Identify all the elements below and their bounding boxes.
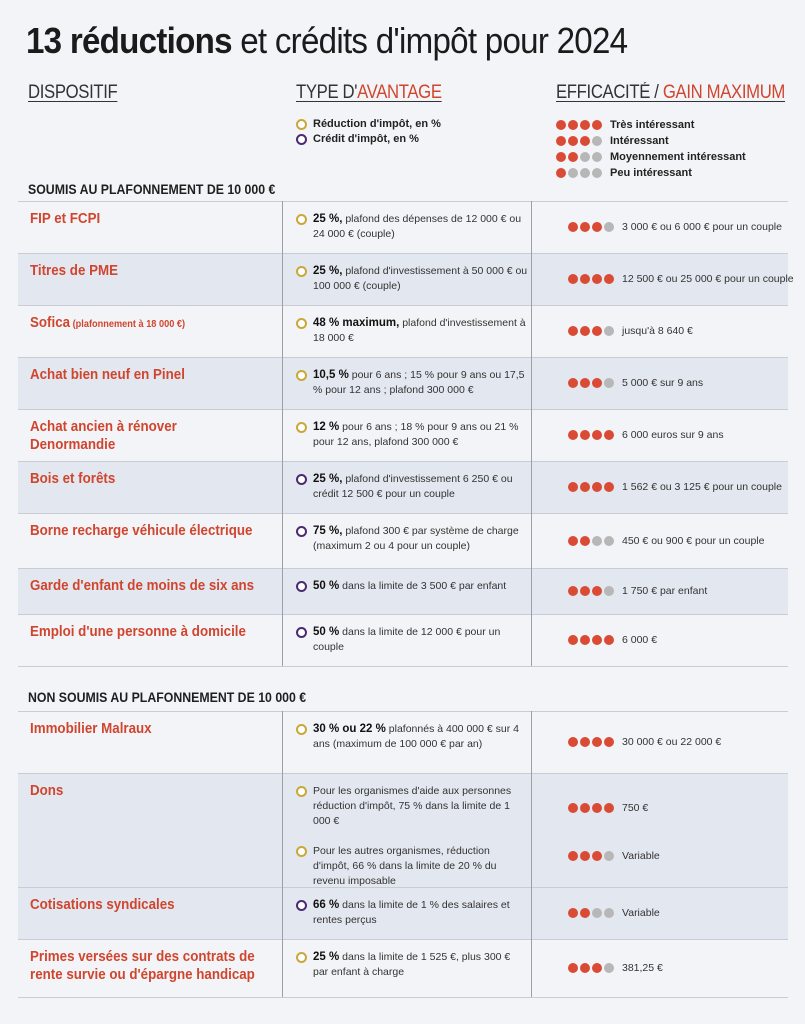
- reduction-bullet-icon: [296, 370, 307, 381]
- rating-dot-filled-icon: [580, 120, 590, 130]
- rating-dot-filled-icon: [580, 851, 590, 861]
- row2-type-text: [313, 844, 528, 889]
- rating-dot-filled-icon: [604, 274, 614, 284]
- row1-row: [18, 357, 788, 410]
- rating-dot-empty-icon: [568, 168, 578, 178]
- rating-dot-empty-icon: [604, 908, 614, 918]
- rating-dot-filled-icon: [580, 326, 590, 336]
- row1-row: [18, 461, 788, 514]
- rating-dot-filled-icon: [604, 635, 614, 645]
- rating-dots: [556, 120, 602, 130]
- row2-type-rate: 66 %: [313, 899, 340, 911]
- row1-gain-text: 1 750 € par enfant: [622, 585, 708, 597]
- rating-dot-empty-icon: [592, 152, 602, 162]
- rating-dot-filled-icon: [568, 963, 578, 973]
- row1-type-rate: 48 % maximum,: [313, 317, 400, 329]
- rating-dots: [568, 536, 614, 546]
- rating-dot-filled-icon: [592, 378, 602, 388]
- row1-name: [30, 470, 262, 488]
- row2-type: [296, 950, 528, 980]
- row1-gain-text: 12 500 € ou 25 000 € pour un couple: [622, 273, 794, 285]
- row2-gain: [568, 907, 788, 919]
- row1-type-detail: pour 6 ans ; 15 % pour 9 ans ou 17,5 % pour 12 ans ; plafond 300 000 €: [313, 369, 525, 396]
- row1-gain: [568, 273, 794, 285]
- rating-dot-filled-icon: [592, 803, 602, 813]
- row2-type-text: [313, 898, 528, 928]
- rating-dot-filled-icon: [568, 152, 578, 162]
- rating-dot-filled-icon: [580, 635, 590, 645]
- row1-row: [18, 513, 788, 569]
- rating-dots: [568, 274, 614, 284]
- row1-row: [18, 201, 788, 254]
- row2-name: [30, 896, 262, 914]
- row2-type-detail: dans la limite de 1 525 €, plus 300 € par enfant à charge: [313, 951, 511, 978]
- row2-type: [296, 844, 528, 889]
- row2-name-text: Dons: [30, 783, 64, 799]
- row1-gain-text: 1 562 € ou 3 125 € pour un couple: [622, 481, 782, 493]
- reduction-bullet-icon: [296, 214, 307, 225]
- row1-type-detail: dans la limite de 12 000 € pour un couple: [313, 626, 501, 653]
- row1-type-detail: plafond d'investissement à 50 000 € ou 100 000 € (couple): [313, 265, 528, 292]
- row1-row: [18, 409, 788, 462]
- row1-name: [30, 577, 262, 595]
- row1-type-text: [313, 524, 528, 554]
- column-header-eff-prefix: EFFICACITÉ /: [556, 82, 663, 103]
- rating-dot-filled-icon: [592, 326, 602, 336]
- reduction-bullet-icon: [296, 266, 307, 277]
- row1-type-detail: plafond d'investissement 6 250 € ou crédit 12 500 € pour un couple: [313, 473, 513, 500]
- row2-gain-text: 750 €: [622, 802, 649, 814]
- reduction-bullet-icon: [296, 724, 307, 735]
- rating-dot-filled-icon: [568, 908, 578, 918]
- row1-name: [30, 418, 262, 454]
- rating-dots: [568, 908, 614, 918]
- reduction-bullet-icon: [296, 422, 307, 433]
- rating-dot-filled-icon: [580, 536, 590, 546]
- type-legend-label: Réduction d'impôt, en %: [313, 118, 441, 130]
- column-header-type-prefix: TYPE D': [296, 82, 358, 103]
- row1-row: [18, 568, 788, 615]
- row2-gain: [568, 736, 788, 748]
- column-header-type-highlight: AVANTAGE: [357, 82, 442, 103]
- rating-dot-filled-icon: [568, 635, 578, 645]
- row1-name-text: Achat ancien à rénover Denormandie: [30, 419, 177, 453]
- rating-dot-filled-icon: [604, 737, 614, 747]
- row1-type: [296, 316, 528, 346]
- row1-gain: [568, 221, 788, 233]
- column-header-type: [296, 82, 442, 104]
- row2-type-detail: Pour les organismes d'aide aux personnes réduction d'impôt, 75 % dans la limite de 1 000 €: [313, 785, 512, 827]
- row2-type-rate: 25 %: [313, 951, 340, 963]
- row1-name: [30, 366, 262, 384]
- rating-dots: [568, 378, 614, 388]
- type-legend: [296, 117, 441, 147]
- rating-dot-filled-icon: [580, 586, 590, 596]
- row1-row: [18, 305, 788, 358]
- rating-dot-filled-icon: [592, 635, 602, 645]
- row1-gain-text: 6 000 €: [622, 634, 658, 646]
- rating-dot-filled-icon: [568, 430, 578, 440]
- row1-gain: [568, 585, 788, 597]
- rating-dot-empty-icon: [592, 536, 602, 546]
- row1-type-rate: 50 %: [313, 580, 340, 592]
- row2-name-text: Immobilier Malraux: [30, 721, 152, 737]
- rating-dots: [568, 326, 614, 336]
- rating-dots: [568, 851, 614, 861]
- row1-row: [18, 253, 794, 306]
- type-legend-item: [296, 132, 441, 147]
- row1-type-rate: 25 %,: [313, 265, 343, 277]
- rating-dots: [568, 430, 614, 440]
- row1-type-text: [313, 420, 528, 450]
- row2-row: [18, 773, 788, 888]
- row1-type-detail: plafond d'investissement à 18 000 €: [313, 317, 526, 344]
- rating-dot-filled-icon: [568, 326, 578, 336]
- row1-name-text: Garde d'enfant de moins de six ans: [30, 578, 255, 594]
- row1-name: [30, 522, 262, 540]
- row1-gain: [568, 377, 788, 389]
- row1-name-text: FIP et FCPI: [30, 211, 101, 227]
- row1-gain-text: 6 000 euros sur 9 ans: [622, 429, 724, 441]
- efficacite-legend-item: [556, 117, 746, 133]
- row1-gain: [568, 429, 788, 441]
- row1-type: [296, 212, 528, 242]
- row1-gain: [568, 325, 788, 337]
- reduction-bullet-icon: [296, 318, 307, 329]
- row1-name-note: (plafonnement à 18 000 €): [70, 319, 186, 330]
- rating-dot-filled-icon: [580, 963, 590, 973]
- rating-dots: [556, 136, 602, 146]
- row2-gain-text: 30 000 € ou 22 000 €: [622, 736, 722, 748]
- rating-dot-empty-icon: [604, 378, 614, 388]
- row2-type-rate: 30 % ou 22 %: [313, 723, 386, 735]
- row1-gain-text: 3 000 € ou 6 000 € pour un couple: [622, 221, 782, 233]
- title-rest: et crédits d'impôt pour 2024: [231, 20, 628, 61]
- efficacite-legend-label: Moyennement intéressant: [610, 151, 746, 163]
- rating-dot-filled-icon: [556, 168, 566, 178]
- rating-dot-filled-icon: [580, 378, 590, 388]
- row1-column-separator: [531, 201, 532, 666]
- column-header-dispositif: DISPOSITIF: [28, 82, 118, 103]
- section-heading-soumis: SOUMIS AU PLAFONNEMENT DE 10 000 €: [28, 181, 276, 197]
- row1-row: [18, 614, 788, 667]
- row1-type: [296, 472, 528, 502]
- row1-name-text: Sofica: [30, 315, 71, 331]
- row1-name-text: Bois et forêts: [30, 471, 116, 487]
- row1-type-detail: plafond des dépenses de 12 000 € ou 24 000 € (couple): [313, 213, 522, 240]
- row1-name-text: Achat bien neuf en Pinel: [30, 367, 185, 383]
- row1-type-rate: 10,5 %: [313, 369, 349, 381]
- row1-type-text: [313, 264, 528, 294]
- row1-name-text: Titres de PME: [30, 263, 118, 279]
- reduction-bullet-icon: [296, 119, 307, 130]
- row1-type-text: [313, 368, 528, 398]
- row1-gain-text: 450 € ou 900 € pour un couple: [622, 534, 765, 547]
- row1-gain: [568, 535, 788, 547]
- row2-type-detail: plafonnés à 400 000 € sur 4 ans (maximum de 100 000 € par an): [313, 723, 519, 750]
- rating-dot-filled-icon: [568, 803, 578, 813]
- reduction-bullet-icon: [296, 846, 307, 857]
- rating-dot-filled-icon: [592, 482, 602, 492]
- rating-dot-filled-icon: [556, 136, 566, 146]
- row1-type-rate: 12 %: [313, 421, 340, 433]
- rating-dot-empty-icon: [604, 222, 614, 232]
- rating-dots: [568, 586, 614, 596]
- rating-dot-empty-icon: [604, 536, 614, 546]
- row2-gain-text: Variable: [622, 907, 660, 919]
- row2-type: [296, 722, 528, 752]
- rating-dot-empty-icon: [580, 152, 590, 162]
- section-heading-non-soumis: NON SOUMIS AU PLAFONNEMENT DE 10 000 €: [28, 689, 307, 705]
- row2-type-text: [313, 784, 528, 829]
- row2-gain-text: Variable: [622, 850, 660, 862]
- rating-dots: [556, 152, 602, 162]
- type-legend-item: [296, 117, 441, 132]
- row2-row: [18, 711, 788, 774]
- rating-dot-filled-icon: [568, 586, 578, 596]
- row2-column-separator: [282, 711, 283, 997]
- row1-type-text: [313, 316, 528, 346]
- rating-dot-filled-icon: [568, 378, 578, 388]
- rating-dot-filled-icon: [568, 851, 578, 861]
- rating-dot-filled-icon: [592, 737, 602, 747]
- page-title: [26, 20, 627, 62]
- row1-type-text: [313, 579, 506, 594]
- rating-dot-filled-icon: [556, 120, 566, 130]
- row1-column-separator: [282, 201, 283, 666]
- rating-dot-filled-icon: [592, 274, 602, 284]
- row1-type: [296, 264, 528, 294]
- rating-dot-filled-icon: [568, 136, 578, 146]
- efficacite-legend: [556, 117, 746, 181]
- rating-dots: [568, 482, 614, 492]
- rating-dot-empty-icon: [592, 136, 602, 146]
- rating-dots: [568, 803, 614, 813]
- row1-type: [296, 524, 528, 554]
- credit-bullet-icon: [296, 900, 307, 911]
- credit-bullet-icon: [296, 134, 307, 145]
- row1-type: [296, 420, 528, 450]
- row1-name: [30, 262, 262, 280]
- efficacite-legend-label: Peu intéressant: [610, 167, 692, 179]
- rating-dot-empty-icon: [604, 851, 614, 861]
- rating-dots: [568, 635, 614, 645]
- row1-type-rate: 25 %,: [313, 473, 343, 485]
- rating-dot-empty-icon: [580, 168, 590, 178]
- row1-type-detail: dans la limite de 3 500 € par enfant: [339, 580, 507, 592]
- row1-type-text: [313, 472, 528, 502]
- rating-dot-empty-icon: [604, 326, 614, 336]
- row1-type: [296, 625, 528, 655]
- row1-gain: [568, 634, 788, 646]
- rating-dots: [568, 737, 614, 747]
- row1-gain-text: 5 000 € sur 9 ans: [622, 377, 704, 389]
- rating-dot-filled-icon: [604, 430, 614, 440]
- column-header-eff-highlight: GAIN MAXIMUM: [662, 82, 786, 103]
- rating-dot-filled-icon: [592, 120, 602, 130]
- rating-dot-filled-icon: [592, 222, 602, 232]
- rating-dot-filled-icon: [580, 482, 590, 492]
- row2-name: [30, 782, 262, 800]
- row2-type-text: [313, 950, 528, 980]
- row1-name: [30, 623, 262, 641]
- rating-dot-filled-icon: [592, 963, 602, 973]
- rating-dot-filled-icon: [580, 222, 590, 232]
- row1-gain: [568, 481, 788, 493]
- credit-bullet-icon: [296, 474, 307, 485]
- row1-type-text: [313, 625, 528, 655]
- row1-type: [296, 368, 528, 398]
- row1-type-rate: 25 %,: [313, 213, 343, 225]
- efficacite-legend-item: [556, 133, 746, 149]
- type-legend-label: Crédit d'impôt, en %: [313, 133, 419, 145]
- row2-table-end: [18, 997, 788, 998]
- row1-name-text: Emploi d'une personne à domicile: [30, 624, 246, 640]
- rating-dot-empty-icon: [604, 586, 614, 596]
- row1-type-text: [313, 212, 528, 242]
- row1-table-end: [18, 666, 788, 667]
- rating-dot-filled-icon: [568, 737, 578, 747]
- row2-gain: [568, 802, 788, 814]
- rating-dot-filled-icon: [580, 803, 590, 813]
- row2-type: [296, 898, 528, 928]
- rating-dot-empty-icon: [592, 908, 602, 918]
- rating-dot-filled-icon: [580, 136, 590, 146]
- row1-name: [30, 314, 262, 334]
- row2-gain: [568, 850, 788, 862]
- rating-dots: [568, 963, 614, 973]
- rating-dot-filled-icon: [580, 908, 590, 918]
- row1-type-detail: pour 6 ans ; 18 % pour 9 ans ou 21 % pour 12 ans, plafond 300 000 €: [313, 421, 519, 448]
- reduction-bullet-icon: [296, 952, 307, 963]
- credit-bullet-icon: [296, 581, 307, 592]
- rating-dot-filled-icon: [592, 851, 602, 861]
- row2-name: [30, 948, 262, 984]
- rating-dot-filled-icon: [568, 222, 578, 232]
- row1-name: [30, 210, 262, 228]
- row2-gain: [568, 962, 788, 974]
- efficacite-legend-label: Intéressant: [610, 135, 669, 147]
- rating-dot-filled-icon: [592, 586, 602, 596]
- row1-type-rate: 75 %,: [313, 525, 343, 537]
- rating-dot-filled-icon: [580, 274, 590, 284]
- rating-dot-filled-icon: [568, 536, 578, 546]
- rating-dot-filled-icon: [568, 274, 578, 284]
- row2-type-text: [313, 722, 528, 752]
- row2-row: [18, 887, 788, 940]
- rating-dot-filled-icon: [580, 737, 590, 747]
- row2-gain-text: 381,25 €: [622, 962, 663, 974]
- row2-name-text: Cotisations syndicales: [30, 897, 175, 913]
- efficacite-legend-label: Très intéressant: [610, 119, 695, 131]
- efficacite-legend-item: [556, 149, 746, 165]
- row2-name: [30, 720, 262, 738]
- row2-type-detail: Pour les autres organismes, réduction d'impôt, 66 % dans la limite de 20 % du revenu imposable: [313, 845, 497, 887]
- rating-dot-empty-icon: [592, 168, 602, 178]
- efficacite-legend-item: [556, 165, 746, 181]
- rating-dot-filled-icon: [580, 430, 590, 440]
- row1-type-detail: plafond 300 € par système de charge (maximum 2 ou 4 pour un couple): [313, 525, 519, 552]
- rating-dots: [556, 168, 602, 178]
- rating-dot-filled-icon: [556, 152, 566, 162]
- rating-dot-filled-icon: [604, 482, 614, 492]
- row2-type-detail: dans la limite de 1 % des salaires et rentes perçus: [313, 899, 510, 926]
- row2-column-separator: [531, 711, 532, 997]
- row1-gain-text: jusqu'à 8 640 €: [622, 325, 693, 337]
- rating-dot-empty-icon: [604, 963, 614, 973]
- row1-type: [296, 579, 528, 594]
- credit-bullet-icon: [296, 627, 307, 638]
- credit-bullet-icon: [296, 526, 307, 537]
- row1-type-rate: 50 %: [313, 626, 340, 638]
- rating-dots: [568, 222, 614, 232]
- rating-dot-filled-icon: [568, 482, 578, 492]
- row2-row: [18, 939, 788, 998]
- title-bold: 13 réductions: [26, 20, 232, 61]
- row1-name-text: Borne recharge véhicule électrique: [30, 523, 253, 539]
- reduction-bullet-icon: [296, 786, 307, 797]
- column-header-efficacite: [556, 82, 785, 104]
- row2-type: [296, 784, 528, 829]
- rating-dot-filled-icon: [592, 430, 602, 440]
- rating-dot-filled-icon: [604, 803, 614, 813]
- row2-name-text: Primes versées sur des contrats de rente survie ou d'épargne handicap: [30, 949, 255, 983]
- rating-dot-filled-icon: [568, 120, 578, 130]
